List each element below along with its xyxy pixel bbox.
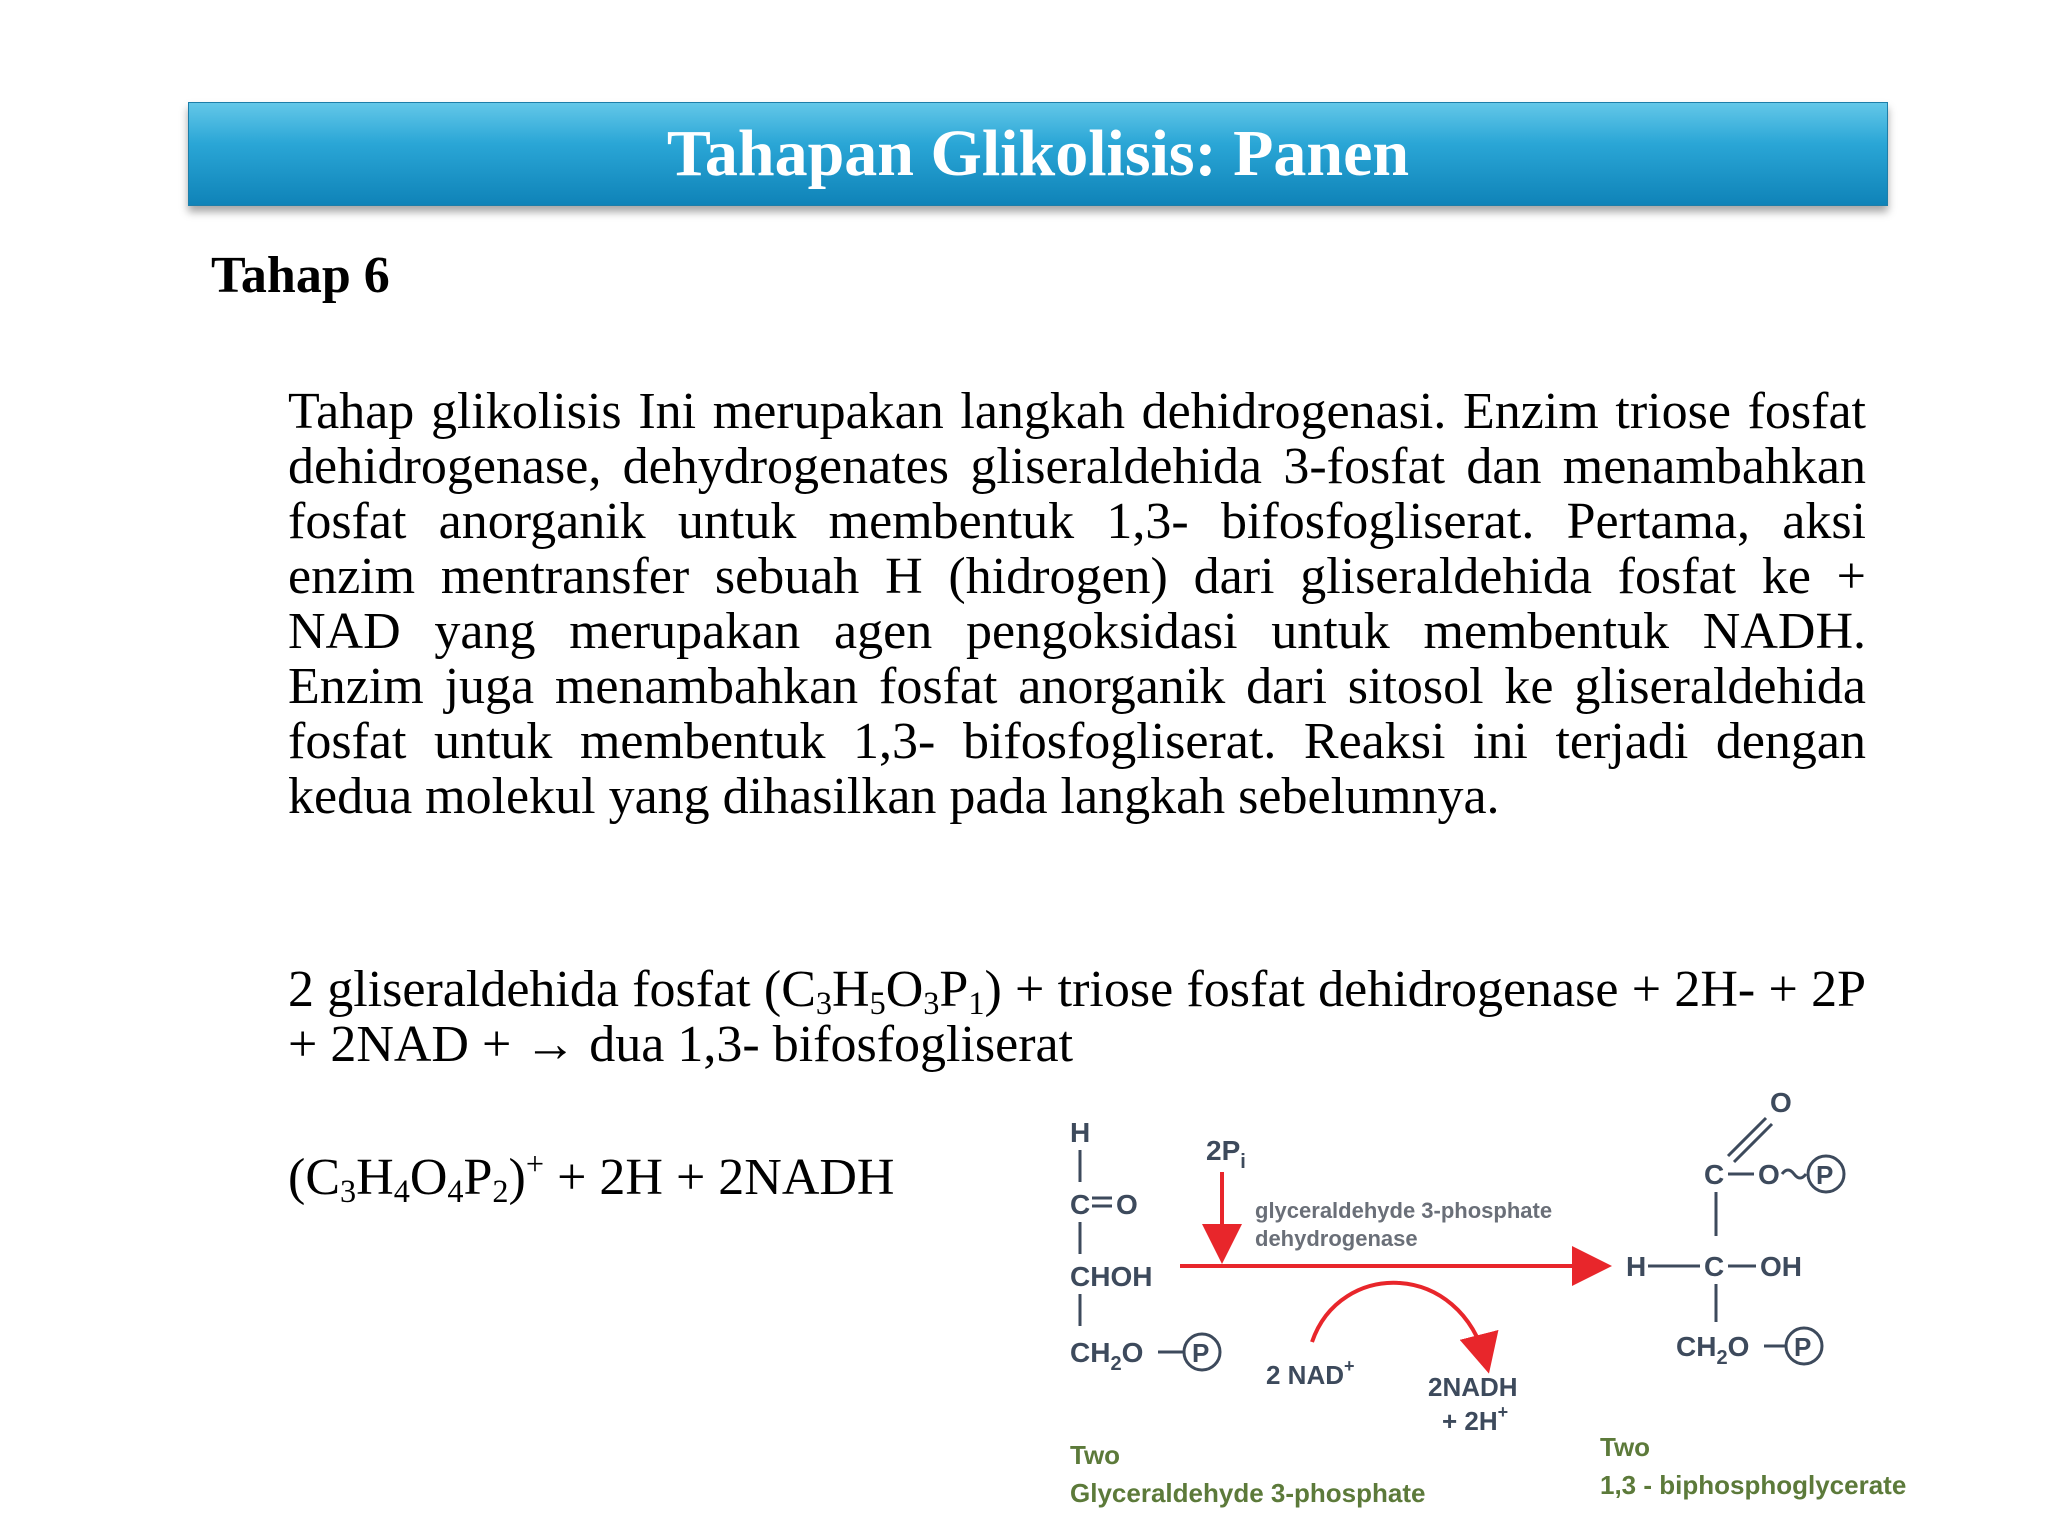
caption-right-1: Two	[1600, 1432, 1651, 1462]
reaction-equation: 2 gliseraldehida fosfat $(C_3H_5O_3P_1)$ + triose fosfat dehidrogenase + 2H- + 2P + 2NAD + → dua 1,3- bifosfogliserat	[288, 961, 1867, 1073]
nadh-label: 2NADH	[1428, 1372, 1518, 1402]
right-oh: OH	[1760, 1251, 1802, 1282]
slide-title-bar	[188, 102, 1888, 206]
left-choh: CHOH	[1070, 1261, 1153, 1292]
enzyme-label-line2: dehydrogenase	[1255, 1226, 1418, 1251]
nad-label: 2 NAD+	[1266, 1356, 1355, 1390]
left-ch2o: $CH_2O$	[1070, 1337, 1144, 1375]
left-o: O	[1116, 1189, 1138, 1220]
right-ch2o: $CH_2O$	[1676, 1331, 1750, 1369]
right-o: O	[1758, 1159, 1780, 1190]
right-c-center: C	[1704, 1251, 1725, 1282]
left-h: H	[1070, 1117, 1091, 1148]
reaction-diagram	[1040, 1080, 1980, 1520]
step-heading: Tahap 6	[211, 247, 390, 304]
right-o-top: O	[1770, 1087, 1792, 1118]
right-phosphate-bottom: P	[1794, 1332, 1812, 1362]
left-phosphate-label: P	[1192, 1338, 1210, 1368]
caption-left-1: Two	[1070, 1440, 1121, 1470]
glyceraldehyde-3-phosphate-structure	[1070, 1117, 1220, 1375]
right-phosphate-top: P	[1816, 1160, 1834, 1190]
reaction-products: $(C_3H_4O_4P_2)^+ + 2H$ + 2NADH	[288, 1145, 895, 1210]
h-plus-label: + 2H+	[1442, 1402, 1509, 1436]
enzyme-label-line1: glyceraldehyde 3-phosphate	[1255, 1198, 1553, 1223]
right-c: C	[1704, 1159, 1725, 1190]
right-h: H	[1626, 1251, 1647, 1282]
caption-right-2: 1,3 - biphosphoglycerate	[1600, 1470, 1907, 1500]
biphosphoglycerate-structure	[1626, 1087, 1844, 1369]
slide-title: Tahapan Glikolisis: Panen	[666, 117, 1410, 190]
description-paragraph: Tahap glikolisis Ini merupakan langkah dehidrogenasi. Enzim triose fosfat dehidrogenase, dehydrogenates gliseraldehida 3-fosfat dan menambahkan fosfat anorganik untuk membentuk 1,3- bifosfogliserat. Pertama, aksi enzim mentransfer sebuah H (hidrogen) dari gliseraldehida fosfat ke + NAD yang merupakan agen pengoksidasi untuk membentuk NADH. Enzim juga menambahkan fosfat anorganik dari sitosol ke gliseraldehida fosfat untuk membentuk 1,3- bifosfogliserat. Reaksi ini terjadi dengan kedua molekul yang dihasilkan pada langkah sebelumnya.	[288, 383, 1866, 825]
nad-curved-arrow	[1312, 1283, 1486, 1362]
pi-label: $2P_i$	[1206, 1135, 1246, 1173]
caption-left-2: Glyceraldehyde 3-phosphate	[1070, 1478, 1426, 1508]
left-c: C	[1070, 1189, 1091, 1220]
